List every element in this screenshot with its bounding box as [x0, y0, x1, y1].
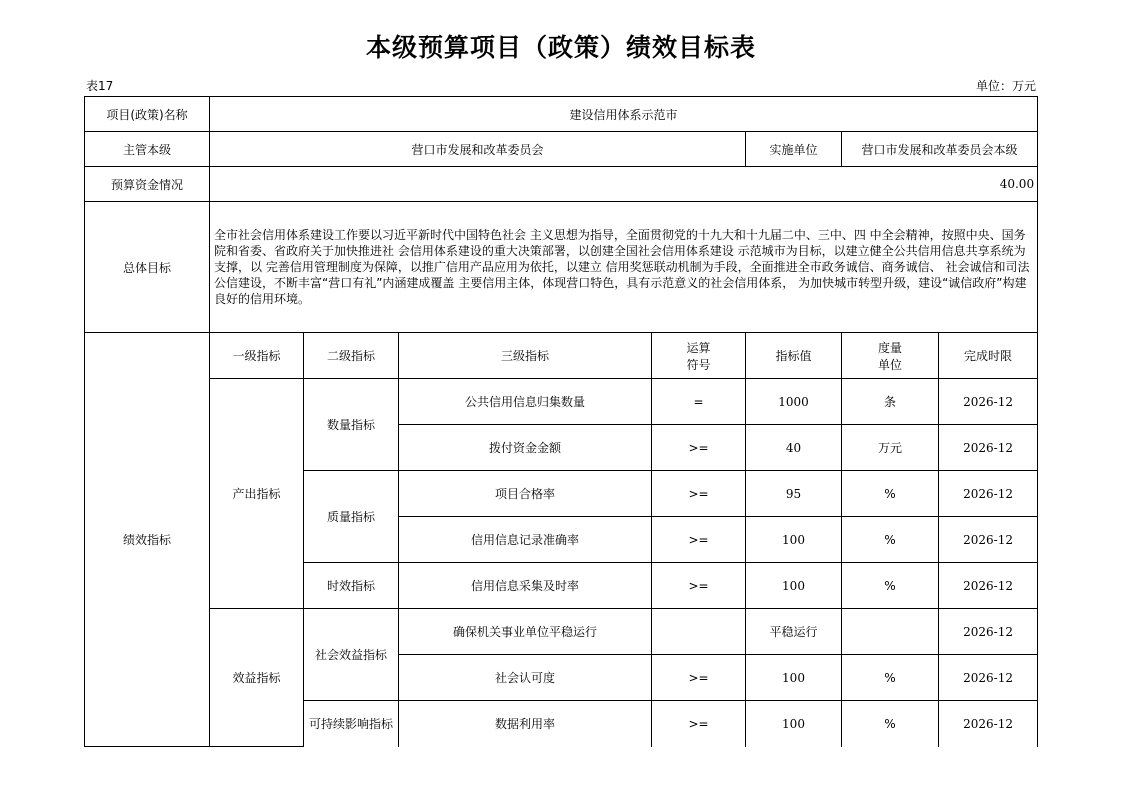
indicator-unit: 条: [842, 379, 939, 425]
group-benefit: 效益指标: [210, 609, 304, 747]
indicator-deadline: 2026-12: [939, 563, 1038, 609]
project-label: 项目(政策)名称: [85, 97, 210, 132]
header-level3: 三级指标: [399, 333, 652, 379]
indicator-name: 项目合格率: [399, 471, 652, 517]
table-row: [85, 379, 1038, 425]
indicator-operator: >=: [652, 701, 746, 747]
indicator-unit: %: [842, 563, 939, 609]
indicator-name: 公共信用信息归集数量: [399, 379, 652, 425]
group-timeliness: 时效指标: [304, 563, 399, 609]
indicator-value: 100: [746, 517, 842, 563]
funds-value: 40.00: [210, 167, 1038, 202]
indicator-operator: [652, 609, 746, 655]
indicator-value: 95: [746, 471, 842, 517]
impl-label: 实施单位: [746, 132, 842, 167]
impl-value: 营口市发展和改革委员会本级: [842, 132, 1038, 167]
header-operator: 运算 符号: [652, 333, 746, 379]
indicator-deadline: 2026-12: [939, 425, 1038, 471]
indicator-deadline: 2026-12: [939, 701, 1038, 747]
indicator-deadline: 2026-12: [939, 609, 1038, 655]
header-value: 指标值: [746, 333, 842, 379]
indicator-name: 信用信息采集及时率: [399, 563, 652, 609]
indicator-deadline: 2026-12: [939, 655, 1038, 701]
goal-label: 总体目标: [85, 202, 210, 333]
indicator-unit: %: [842, 701, 939, 747]
indicator-operator: >=: [652, 425, 746, 471]
indicator-operator: >=: [652, 517, 746, 563]
header-unit: 度量 单位: [842, 333, 939, 379]
indicator-operator: =: [652, 379, 746, 425]
indicator-operator: >=: [652, 655, 746, 701]
dept-row: [85, 132, 1038, 167]
indicator-deadline: 2026-12: [939, 517, 1038, 563]
group-output: 产出指标: [210, 379, 304, 609]
project-row: [85, 97, 1038, 132]
indicator-deadline: 2026-12: [939, 471, 1038, 517]
indicator-operator: >=: [652, 563, 746, 609]
indicator-name: 确保机关事业单位平稳运行: [399, 609, 652, 655]
indicator-name: 社会认可度: [399, 655, 652, 701]
goal-row: [85, 202, 1038, 333]
funds-label: 预算资金情况: [85, 167, 210, 202]
perf-label: 绩效指标: [85, 333, 210, 747]
indicator-deadline: 2026-12: [939, 379, 1038, 425]
perf-header-row: [85, 333, 1038, 379]
goal-text: 全市社会信用体系建设工作要以习近平新时代中国特色社会 主义思想为指导，全面贯彻党的十九大和十九届二中、三中、四 中全会精神，按照中央、国务院和省委、省政府关于加快推进社 会信用体系建设的重大决策部署，以创建全国社会信用体系建设 示范城市为目标，以建立健全公共信用信息共享系统为支撑，以 完善信用管理制度为保障，以推广信用产品应用为依托，以建立 信用奖惩联动机制为手段，全面推进全市政务诚信、商务诚信、 社会诚信和司法公信建设，不断丰富“营口有礼”内涵建成覆盖 主要信用主体，体现营口特色，具有示范意义的社会信用体系， 为加快城市转型升级，建设“诚信政府”构建良好的信用环境。: [210, 202, 1038, 333]
indicator-unit: %: [842, 471, 939, 517]
table-number: 表17: [86, 79, 114, 93]
group-sustain: 可持续影响指标: [304, 701, 399, 747]
indicator-value: 100: [746, 701, 842, 747]
indicator-operator: >=: [652, 471, 746, 517]
indicator-unit: %: [842, 655, 939, 701]
indicator-unit: 万元: [842, 425, 939, 471]
header-deadline: 完成时限: [939, 333, 1038, 379]
dept-value: 营口市发展和改革委员会: [210, 132, 746, 167]
group-quality: 质量指标: [304, 471, 399, 563]
performance-target-table: [84, 96, 1038, 747]
unit-note: 单位：万元: [975, 79, 1036, 93]
indicator-value: 1000: [746, 379, 842, 425]
indicator-value: 40: [746, 425, 842, 471]
indicator-unit: %: [842, 517, 939, 563]
project-value: 建设信用体系示范市: [210, 97, 1038, 132]
indicator-value: 平稳运行: [746, 609, 842, 655]
indicator-value: 100: [746, 655, 842, 701]
header-level1: 一级指标: [210, 333, 304, 379]
page-title: 本级预算项目（政策）绩效目标表: [365, 33, 756, 62]
indicator-unit: [842, 609, 939, 655]
funds-row: [85, 167, 1038, 202]
indicator-name: 拨付资金金额: [399, 425, 652, 471]
indicator-name: 数据利用率: [399, 701, 652, 747]
group-social: 社会效益指标: [304, 609, 399, 701]
dept-label: 主管本级: [85, 132, 210, 167]
indicator-value: 100: [746, 563, 842, 609]
group-quantity: 数量指标: [304, 379, 399, 471]
table-row: [85, 609, 1038, 655]
header-level2: 二级指标: [304, 333, 399, 379]
indicator-name: 信用信息记录准确率: [399, 517, 652, 563]
